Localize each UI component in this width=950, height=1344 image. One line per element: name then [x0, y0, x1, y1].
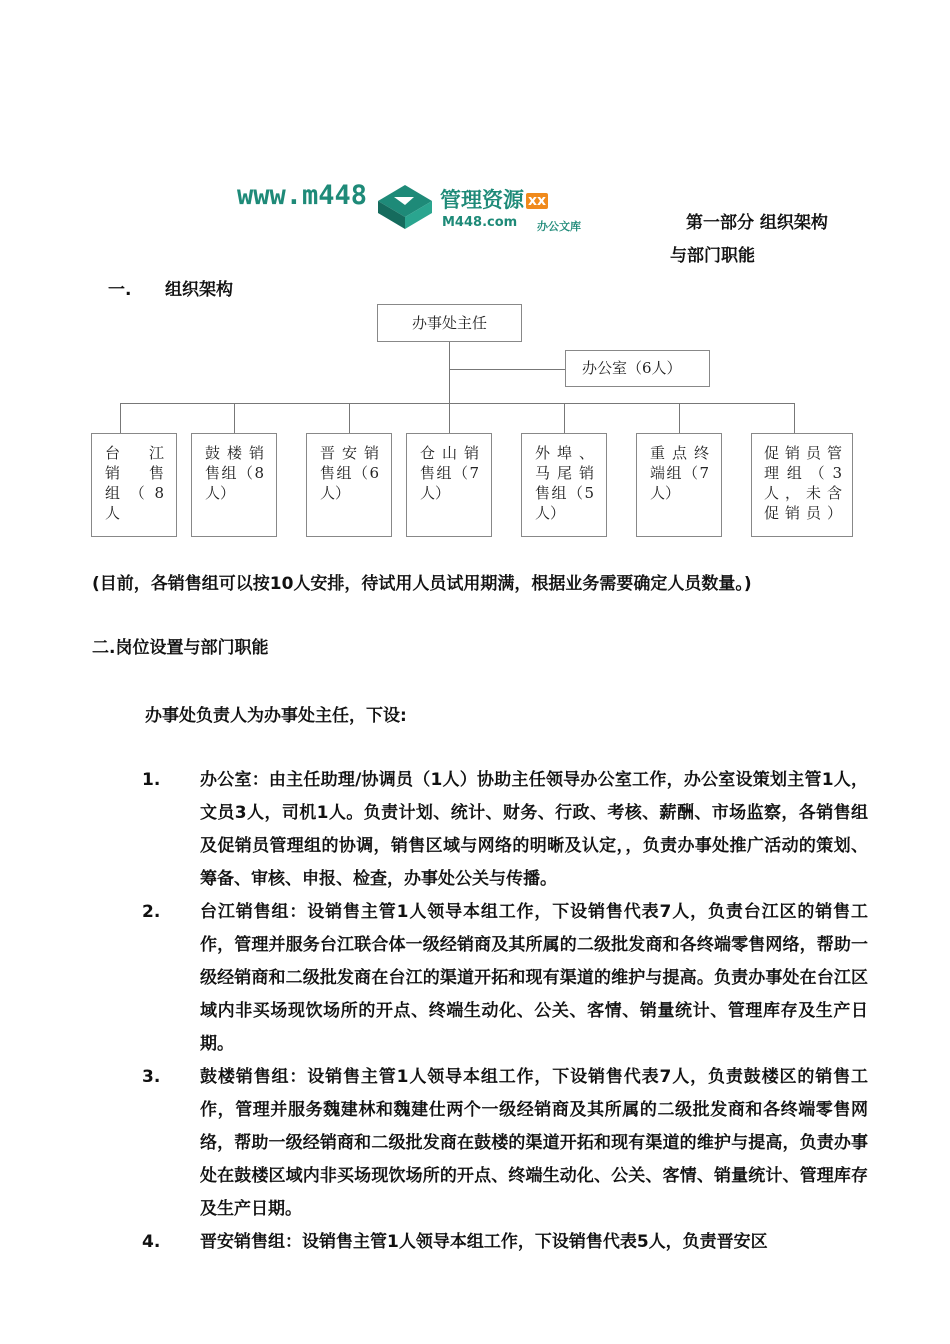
dept-line: 台 江 [105, 444, 164, 462]
dept-line: 端组（7 [650, 464, 709, 482]
connector-line [234, 403, 235, 433]
list-item-number: 1. [142, 770, 161, 790]
list-item [0, 764, 950, 896]
dept-line: 重点终 [650, 444, 709, 462]
org-head-box: 办事处主任 [377, 304, 522, 342]
dept-line: 售组（6 [320, 464, 379, 482]
connector-line [449, 342, 450, 404]
list-item-number: 2. [142, 902, 161, 922]
org-dept-box-waibu-mawei [521, 433, 607, 537]
dept-line: 人） [205, 484, 236, 502]
dept-line: 人） [320, 484, 351, 502]
part-subtitle: 与部门职能 [670, 246, 755, 266]
list-item-text: 晋安销售组：设销售主管1人领导本组工作，下设销售代表5人，负责晋安区 [200, 1232, 768, 1252]
list-item-text: 鼓楼销售组：设销售主管1人领导本组工作，下设销售代表7人，负责鼓楼区的销售工作，管理并服务魏建林和魏建仕两个一级经销商及其所属的二级批发商和各终端零售网络，帮助一级经销商和二级批发商在鼓楼的渠道开拓和现有渠道的维护与提高，负责办事处在鼓楼区域内非买场现饮场所的开点、终端生动化、公关、客情、销量统计、管理库存及生产日期。 [200, 1067, 868, 1219]
connector-line [794, 403, 795, 433]
connector-line [449, 369, 565, 370]
list-item-text: 台江销售组：设销售主管1人领导本组工作，下设销售代表7人，负责台江区的销售工作，管理并服务台江联合体一级经销商及其所属的二级批发商和各终端零售网络，帮助一级经销商和二级批发商在台江的渠道开拓和现有渠道的维护与提高。负责办事处在台江区域内非买场现饮场所的开点、终端生动化、公关、客情、销量统计、管理库存及生产日期。 [200, 902, 868, 1054]
dept-line: 理组（3 [764, 464, 842, 482]
dept-line: 鼓楼销 [205, 444, 264, 462]
watermark-url: www.m448 [237, 180, 368, 211]
watermark-logo-icon [376, 183, 434, 231]
watermark-site-name-text: 管理资源 [440, 188, 524, 212]
connector-line [120, 403, 794, 404]
list-item-text: 办公室：由主任助理/协调员（1人）协助主任领导办公室工作，办公室设策划主管1人，文员3人，司机1人。负责计划、统计、财务、行政、考核、薪酬、市场监察，各销售组及促销员管理组的协调，销售区域与网络的明晰及认定，，负责办事处推广活动的策划、筹备、审核、申报、检查，办事处公关与传播。 [200, 770, 868, 889]
dept-line: 售组（7 [420, 464, 479, 482]
dept-line: 售组（8 [205, 464, 264, 482]
dept-line: 晋安销 [320, 444, 379, 462]
dept-line: 仓山销 [420, 444, 479, 462]
section2-title: 二.岗位设置与部门职能 [92, 638, 269, 658]
connector-line [449, 403, 450, 433]
dept-line: 组（8 [105, 484, 164, 502]
dept-line: 促销员管 [764, 444, 842, 462]
dept-line: 人 [105, 504, 121, 522]
watermark-site-name [440, 184, 548, 214]
dept-line: 马尾销 [535, 464, 594, 482]
dept-line: 人） [535, 504, 566, 522]
part-title: 第一部分 组织架构 [686, 213, 828, 233]
connector-line [120, 403, 121, 433]
list-item [0, 1226, 950, 1259]
duty-list [0, 764, 950, 1259]
section2-intro: 办事处负责人为办事处主任，下设: [145, 706, 407, 726]
dept-line: 售组（5 [535, 484, 594, 502]
section1-title: 组织架构 [165, 280, 233, 300]
watermark-tagline: 办公文库 [537, 220, 581, 233]
org-dept-box-gulou [191, 433, 277, 537]
list-item-number: 4. [142, 1232, 161, 1252]
connector-line [679, 403, 680, 433]
watermark-badge: xx [528, 193, 547, 209]
dept-line: 销 售 [105, 464, 164, 482]
org-dept-box-key-terminal [636, 433, 722, 537]
dept-line: 人） [420, 484, 451, 502]
org-dept-box-cangshan [406, 433, 492, 537]
org-dept-box-promoter-mgmt [751, 433, 853, 537]
org-office-box: 办公室（6人） [565, 350, 710, 387]
dept-line: 人，未含 [764, 484, 842, 502]
list-item-number: 3. [142, 1067, 161, 1087]
staffing-note: (目前，各销售组可以按10人安排，待试用人员试用期满，根据业务需要确定人员数量。) [92, 574, 752, 594]
connector-line [349, 403, 350, 433]
watermark-domain: M448.com [442, 215, 518, 230]
dept-line: 外埠、 [535, 444, 594, 462]
org-dept-box-jinan [306, 433, 392, 537]
list-item [0, 1061, 950, 1226]
org-dept-box-taijiang [91, 433, 177, 537]
connector-line [564, 403, 565, 433]
section1-number: 一. [108, 280, 132, 300]
dept-line: 促销员） [764, 504, 842, 522]
list-item [0, 896, 950, 1061]
dept-line: 人） [650, 484, 681, 502]
